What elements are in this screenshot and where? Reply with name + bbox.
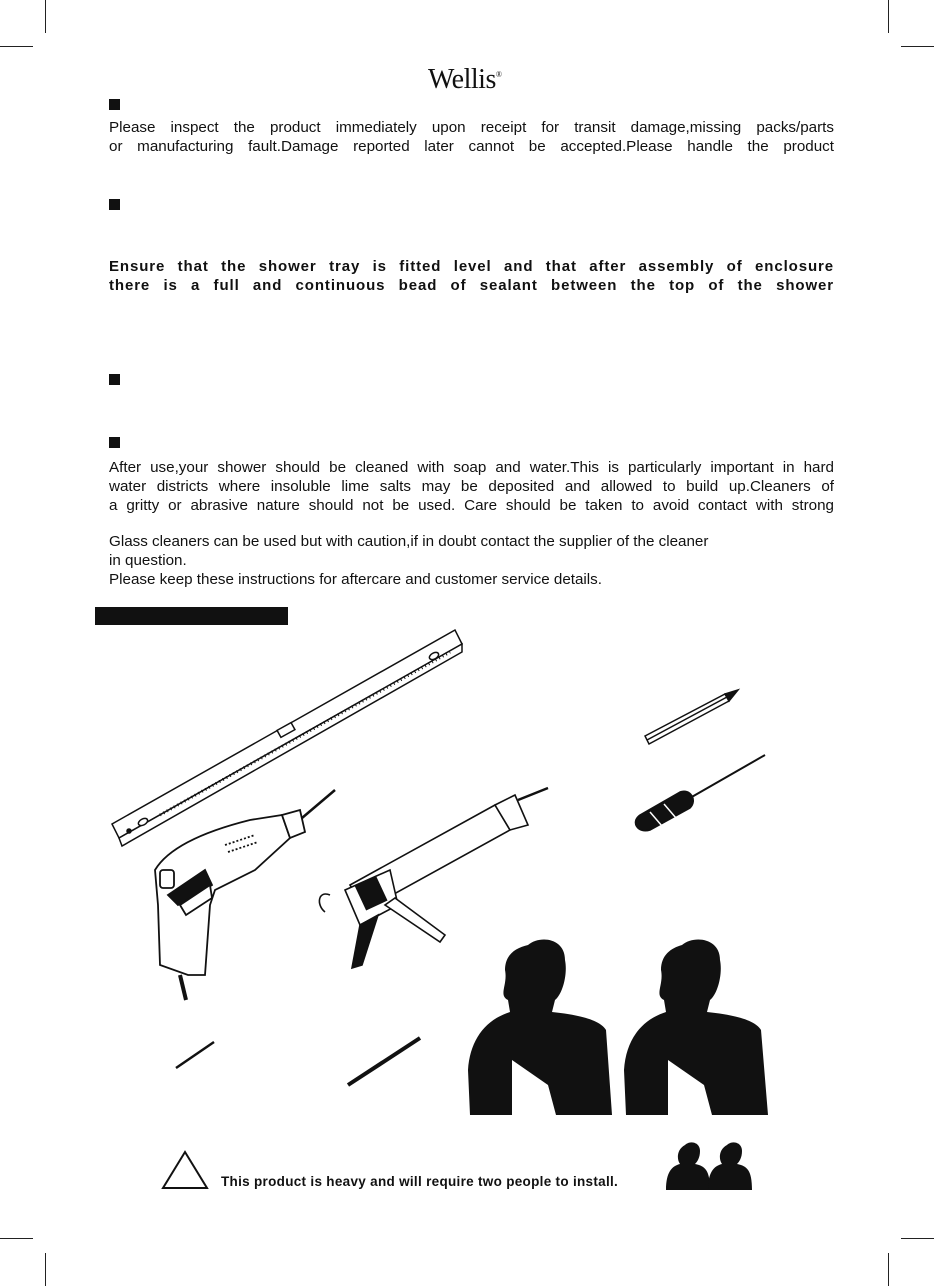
heavy-product-warning: This product is heavy and will require two people to install. [221,1174,619,1189]
person-silhouette-icon [624,940,768,1115]
text-line: Please keep these instructions for aftercare and customer service details. [109,571,602,588]
brand-logo: Wellis® [428,64,502,95]
text-line: there is a full and continuous bead of sealant between the top of the shower [109,277,834,294]
person-silhouette-icon [468,940,612,1115]
warning-triangle-icon [163,1152,207,1188]
text-line: Ensure that the shower tray is fitted level and that after assembly of enclosure [109,258,834,275]
text-line: Glass cleaners can be used but with caution,if in doubt contact the supplier of the cleaner [109,533,709,550]
text-line: or manufacturing fault.Damage reported later cannot be accepted.Please handle the product [109,138,834,155]
pencil-icon [645,690,738,744]
text-line: a gritty or abrasive nature should not be used. Care should be taken to avoid contact with strong [109,497,834,514]
caulking-gun-icon [319,788,548,968]
drill-bit-icon [176,1038,420,1085]
text-line: Please inspect the product immediately upon receipt for transit damage,missing packs/parts [109,119,834,136]
text-line: in question. [109,552,187,569]
screwdriver-icon [635,755,765,831]
power-drill-icon [155,790,335,1000]
person-silhouette-icon [666,1142,752,1190]
text-line: After use,your shower should be cleaned with soap and water.This is particularly important in hard [109,459,834,476]
text-line: water districts where insoluble lime salts may be deposited and allowed to build up.Cleaners of [109,478,834,495]
